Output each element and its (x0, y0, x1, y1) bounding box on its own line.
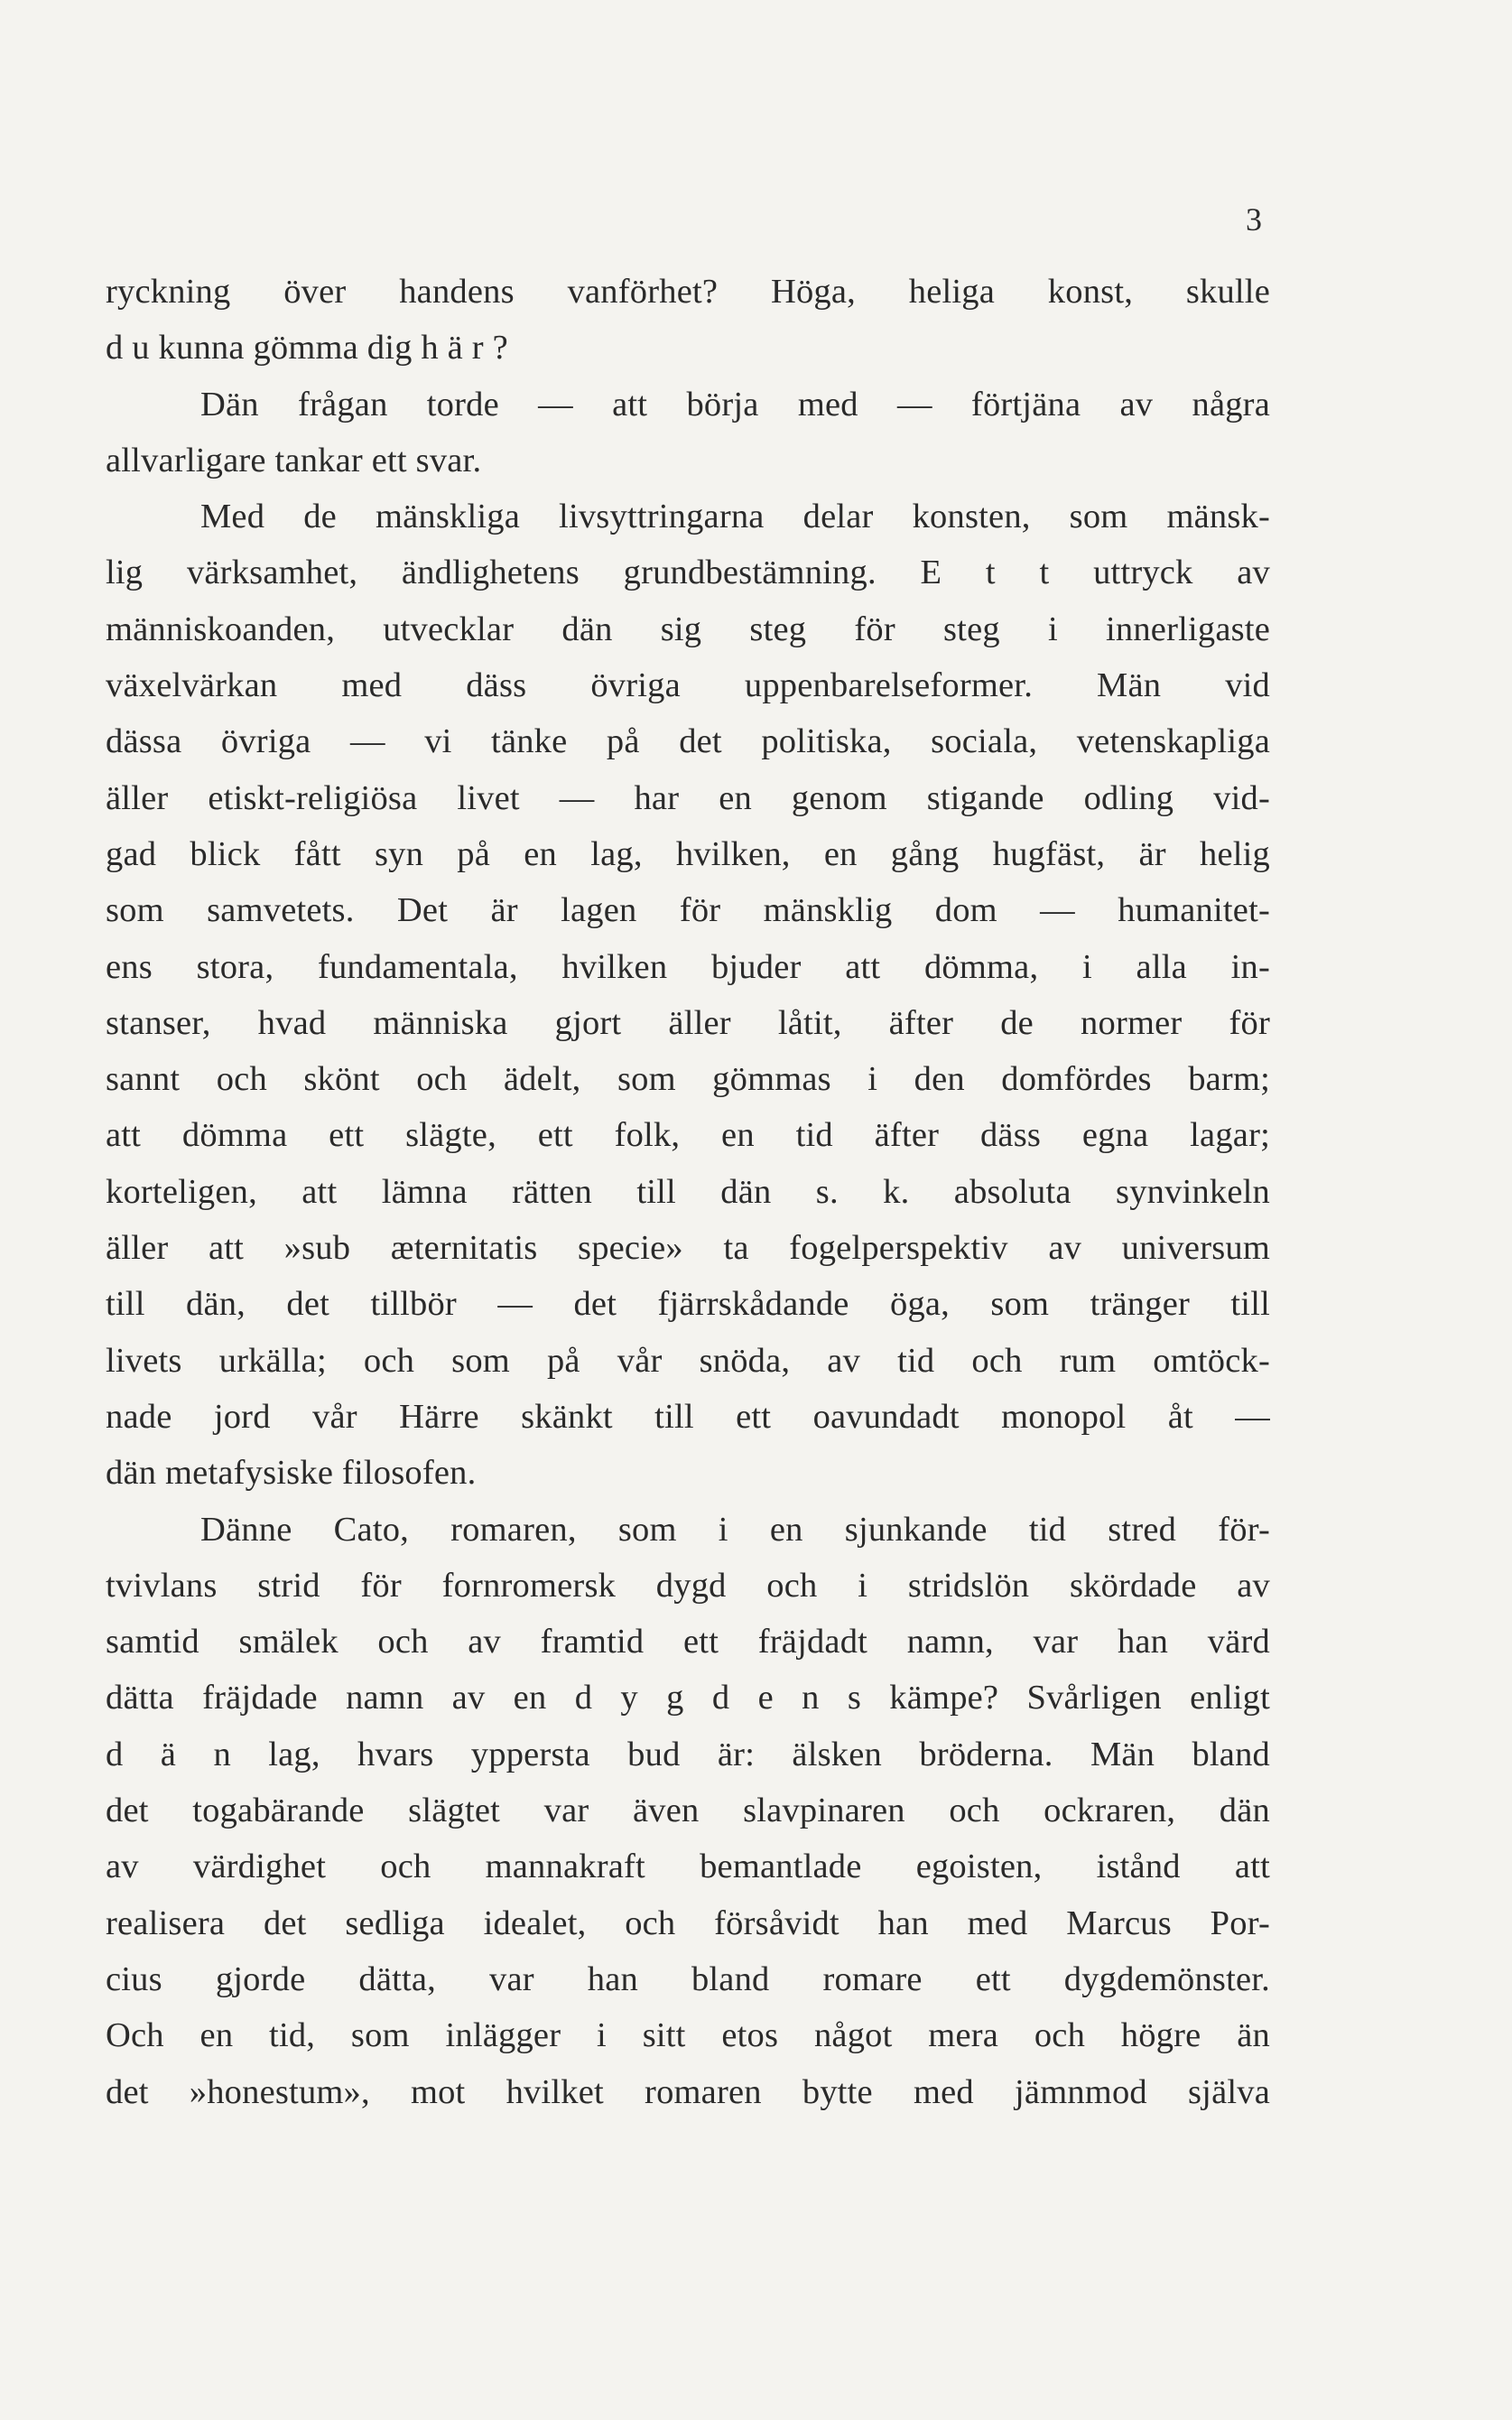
text-line: sannt och skönt och ädelt, som gömmas i den domfördes barm; (106, 1060, 1270, 1099)
text-line: växelvärkan med däss övriga uppenbarelseformer. Män vid (106, 666, 1270, 705)
text-line: realisera det sedliga idealet, och försåvidt han med Marcus Por- (106, 1903, 1270, 1942)
text-line: d u kunna gömma dig h ä r ? (106, 329, 508, 368)
text-line: det togabärande slägtet var även slavpinaren och ockraren, dän (106, 1792, 1270, 1830)
text-line: äller etiskt-religiösa livet — har en genom stigande odling vid- (106, 778, 1270, 817)
text-line: det »honestum», mot hvilket romaren bytte med jämnmod själva (106, 2072, 1270, 2111)
text-line: Med de mänskliga livsyttringarna delar konsten, som mänsk- (200, 498, 1270, 536)
text-line: cius gjorde dätta, var han bland romare ett dygdemönster. (106, 1959, 1270, 1998)
body-text (106, 264, 1270, 2120)
text-line: d ä n lag, hvars yppersta bud är: älsken bröderna. Män bland (106, 1735, 1270, 1773)
text-line: livets urkälla; och som på vår snöda, av tid och rum omtöck- (106, 1341, 1270, 1380)
text-line: samtid smälek och av framtid ett fräjdadt namn, var han värd (106, 1623, 1270, 1661)
text-line: äller att »sub æternitatis specie» ta fogelperspektiv av universum (106, 1229, 1270, 1268)
text-line: dätta fräjdade namn av en d y g d e n s kämpe? Svårligen enligt (106, 1679, 1270, 1717)
text-line: människoanden, utvecklar dän sig steg för steg i innerligaste (106, 610, 1270, 648)
text-line: allvarligare tankar ett svar. (106, 441, 482, 479)
text-line: dän metafysiske filosofen. (106, 1454, 477, 1493)
text-line: som samvetets. Det är lagen för mänsklig dom — humanitet- (106, 891, 1270, 930)
text-line: gad blick fått syn på en lag, hvilken, en gång hugfäst, är helig (106, 834, 1270, 873)
text-line: att dömma ett slägte, ett folk, en tid äfter däss egna lagar; (106, 1116, 1270, 1155)
text-line: Dän frågan torde — att börja med — förtjäna av några (200, 385, 1270, 424)
text-line: till dän, det tillbör — det fjärrskådande öga, som tränger till (106, 1285, 1270, 1324)
text-line: av värdighet och mannakraft bemantlade egoisten, istånd att (106, 1848, 1270, 1886)
text-line: stanser, hvad människa gjort äller låtit, äfter de normer för (106, 1003, 1270, 1042)
text-line: lig värksamhet, ändlighetens grundbestämning. E t t uttryck av (106, 554, 1270, 592)
page-number: 3 (1246, 201, 1262, 237)
text-line: dässa övriga — vi tänke på det politiska, sociala, vetenskapliga (106, 722, 1270, 761)
text-line: Och en tid, som inlägger i sitt etos något mera och högre än (106, 2016, 1270, 2055)
text-line: nade jord vår Härre skänkt till ett oavundadt monopol åt — (106, 1397, 1270, 1436)
text-line: ens stora, fundamentala, hvilken bjuder att dömma, i alla in- (106, 947, 1270, 986)
text-line: tvivlans strid för fornromersk dygd och i stridslön skördade av (106, 1566, 1270, 1605)
text-line: korteligen, att lämna rätten till dän s. k. absoluta synvinkeln (106, 1172, 1270, 1211)
text-line: Dänne Cato, romaren, som i en sjunkande tid stred för- (200, 1510, 1270, 1549)
text-line: ryckning över handens vanförhet? Höga, heliga konst, skulle (106, 273, 1270, 311)
